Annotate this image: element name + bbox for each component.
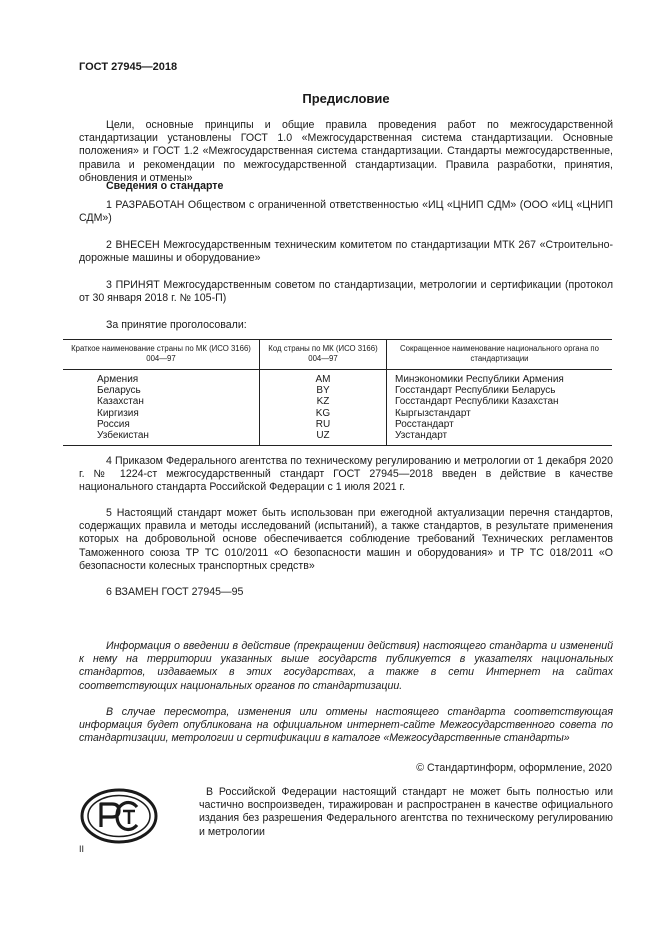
- item-replaces: 6 ВЗАМЕН ГОСТ 27945—95: [106, 586, 244, 598]
- rst-logo-icon: [79, 787, 159, 845]
- country-name: Киргизия: [97, 407, 139, 419]
- standard-info-heading: Сведения о стандарте: [106, 180, 224, 192]
- national-body: Госстандарт Республики Казахстан: [395, 396, 559, 408]
- reproduction-notice: В Российской Федерации настоящий стандарт не может быть полностью или частично воспроизведен, тиражирован и распространен в качестве официального издания без разрешения Федерального агентства по техническому регулированию и метрологии: [199, 786, 613, 838]
- national-body: Минэкономики Республики Армения: [395, 374, 564, 385]
- table-row: [63, 370, 612, 446]
- country-code: BY: [316, 385, 330, 397]
- country-name: Беларусь: [97, 385, 141, 397]
- countries-table: [63, 339, 612, 446]
- vote-label: За принятие проголосовали:: [106, 319, 247, 331]
- national-body: Кыргызстандарт: [395, 407, 471, 419]
- header-country-name: Краткое наименование страны по МК (ИСО 3166) 004—97: [63, 340, 260, 370]
- country-name: Россия: [97, 418, 130, 430]
- preface-title: Предисловие: [302, 91, 390, 106]
- page-number: II: [79, 844, 85, 854]
- item-adopted: 3 ПРИНЯТ Межгосударственным советом по стандартизации, метрологии и сертификации (протокол от 30 января 2018 г. № 105-П): [79, 279, 613, 305]
- item-developed: 1 РАЗРАБОТАН Обществом с ограниченной ответственностью «ИЦ «ЦНИП СДМ» (ООО «ИЦ «ЦНИП СДМ»): [79, 199, 613, 225]
- country-name: Узбекистан: [97, 430, 149, 442]
- country-codes-cell: [260, 370, 387, 446]
- country-code: UZ: [316, 430, 330, 442]
- copyright-line: © Стандартинформ, оформление, 2020: [416, 762, 612, 774]
- national-body: Госстандарт Республики Беларусь: [395, 385, 556, 397]
- preface-intro: Цели, основные принципы и общие правила проведения работ по межгосударственной стандартизации установлены ГОСТ 1.0 «Межгосударственная система стандартизации. Основные положения» и ГОСТ 1.2 «Межгосударственная система стандартизации. Стандарты межгосударственные, правила и рекомендации по межгосударственной стандартизации. Правила разработки, принятия, обновления и отмены»: [79, 119, 613, 184]
- country-code: KG: [315, 407, 331, 419]
- item-enacted: 4 Приказом Федерального агентства по техническому регулированию и метрологии от 1 декабря 2020 г. № 1224-ст межгосударственный стандарт ГОСТ 27945—2018 введен в действие в качестве национального стандарта Российской Федерации с 1 июля 2021 г.: [79, 455, 613, 494]
- header-national-body: Сокращенное наименование национального органа по стандартизации: [387, 340, 613, 370]
- table-header-row: [63, 340, 612, 370]
- item-submitted: 2 ВНЕСЕН Межгосударственным техническим комитетом по стандартизации МТК 267 «Строительно-дорожные машины и оборудование»: [79, 239, 613, 265]
- national-bodies-cell: [387, 370, 613, 446]
- item-usage: 5 Настоящий стандарт может быть использован при ежегодной актуализации перечня стандартов, содержащих правила и методы исследований (испытаний), а также стандартов, в результате применения которых на добровольной основе обеспечивается соблюдение требований Технических регламентов Таможенного союза ТР ТС 010/2011 «О безопасности машин и оборудования» и ТР ТС 018/2011 «О безопасности колесных транспортных средств»: [79, 507, 613, 572]
- document-code: ГОСТ 27945—2018: [79, 61, 178, 73]
- info-notice-enactment: Информация о введении в действие (прекращении действия) настоящего стандарта и изменений к нему на территории указанных выше государств публикуется в указателях национальных стандартов, издаваемых в этих государствах, а также в сети Интернет на сайтах соответствующих национальных органов по стандартизации.: [79, 640, 613, 692]
- country-code: RU: [315, 418, 331, 430]
- info-notice-revision: В случае пересмотра, изменения или отмены настоящего стандарта соответствующая информация будет опубликована на официальном интернет-сайте Межгосударственного совета по стандартизации, метрологии и сертификации в каталоге «Межгосударственные стандарты»: [79, 706, 613, 745]
- header-country-code: Код страны по МК (ИСО 3166) 004—97: [260, 340, 387, 370]
- national-body: Росстандарт: [395, 418, 454, 430]
- country-code: KZ: [316, 396, 330, 408]
- country-names-cell: [63, 370, 260, 446]
- country-name: Армения: [97, 374, 139, 385]
- national-body: Узстандарт: [395, 430, 448, 442]
- country-name: Казахстан: [97, 396, 144, 408]
- country-code: AM: [315, 374, 331, 385]
